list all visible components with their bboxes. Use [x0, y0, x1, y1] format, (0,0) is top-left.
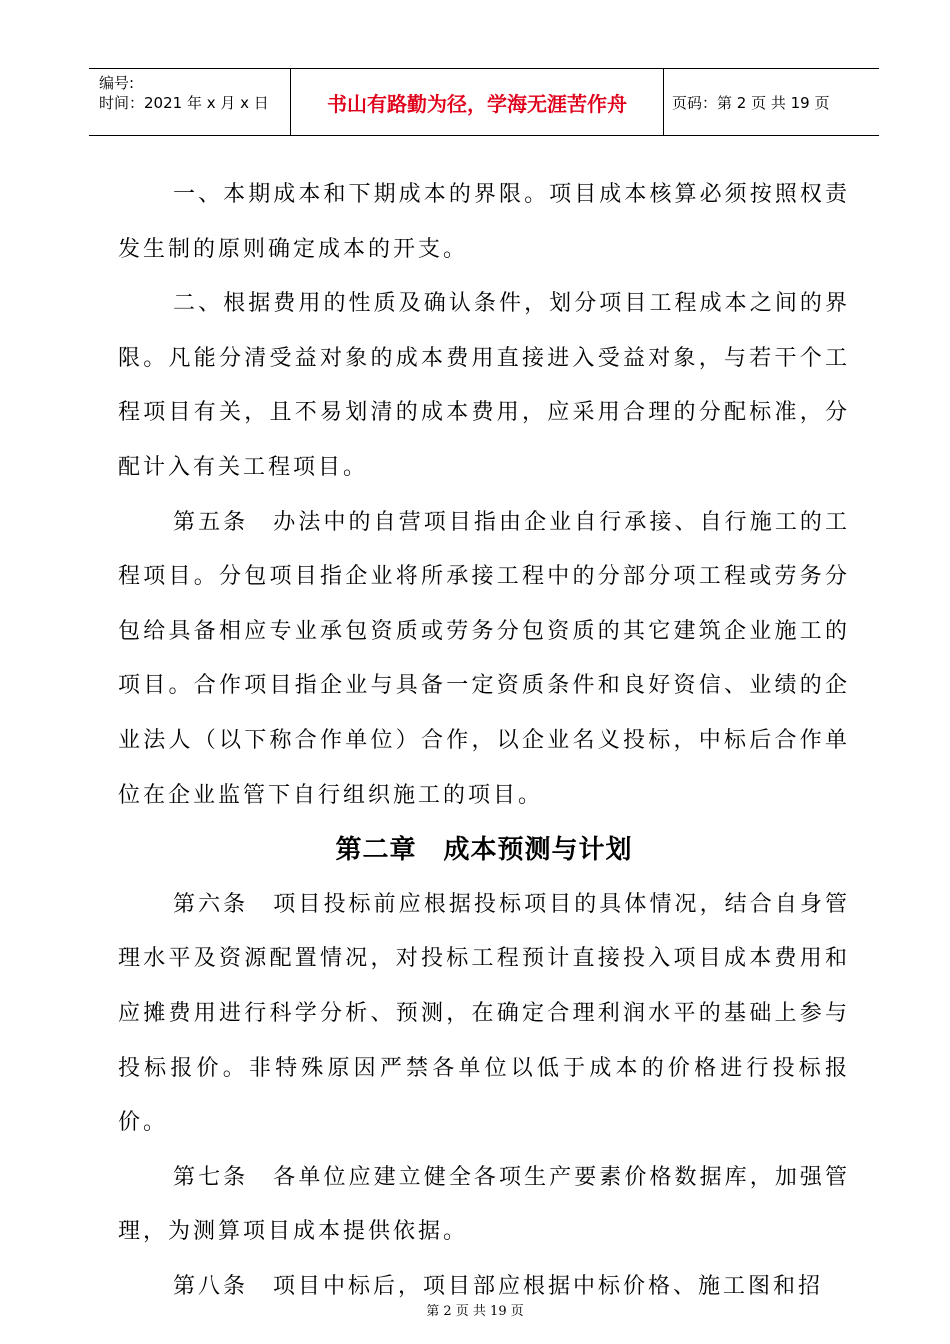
- footer-page-number: 第 2 页 共 19 页: [426, 1304, 524, 1319]
- body-paragraph: 第六条 项目投标前应根据投标项目的具体情况，结合自身管理水平及资源配置情况，对投标工程预计直接投入项目成本费用和应摊费用进行科学分析、预测，在确定合理利润水平的基础上参与投标报价。非特殊原因严禁各单位以低于成本的价格进行投标报价。: [118, 891, 850, 1136]
- header-page-cell: [664, 69, 879, 135]
- chapter-title: 第二章 成本预测与计划: [335, 835, 633, 866]
- motto-text: 书山有路勤为径，学海无涯苦作舟: [327, 91, 627, 116]
- body-paragraph: 第八条 项目中标后，项目部应根据中标价格、施工图和招: [173, 1273, 824, 1299]
- page-label: 页码：第 2 页 共 19 页: [672, 93, 830, 112]
- time-label: 时间：2021 年 x 月 x 日: [99, 94, 269, 112]
- document-body: [118, 168, 850, 1314]
- number-label: 编号:: [99, 74, 135, 92]
- body-paragraph: 一、本期成本和下期成本的界限。项目成本核算必须按照权责发生制的原则确定成本的开支。: [118, 182, 850, 262]
- header-motto-cell: [291, 69, 664, 135]
- body-paragraph: 第七条 各单位应建立健全各项生产要素价格数据库，加强管理，为测算项目成本提供依据。: [118, 1164, 850, 1245]
- body-paragraph: 第五条 办法中的自营项目指由企业自行承接、自行施工的工程项目。分包项目指企业将所承接工程中的分部分项工程或劳务分包给具备相应专业承包资质或劳务分包资质的其它建筑企业施工的项目。合作项目指企业与具备一定资质条件和良好资信、业绩的企业法人（以下称合作单位）合作，以企业名义投标，中标后合作单位在企业监管下自行组织施工的项目。: [118, 509, 850, 808]
- body-paragraph: 二、根据费用的性质及确认条件，划分项目工程成本之间的界限。凡能分清受益对象的成本费用直接进入受益对象，与若干个工程项目有关，且不易划清的成本费用，应采用合理的分配标准，分配计入有关工程项目。: [118, 291, 850, 480]
- document-header: [89, 68, 879, 136]
- header-meta: [89, 69, 291, 135]
- page-footer: [0, 1300, 950, 1319]
